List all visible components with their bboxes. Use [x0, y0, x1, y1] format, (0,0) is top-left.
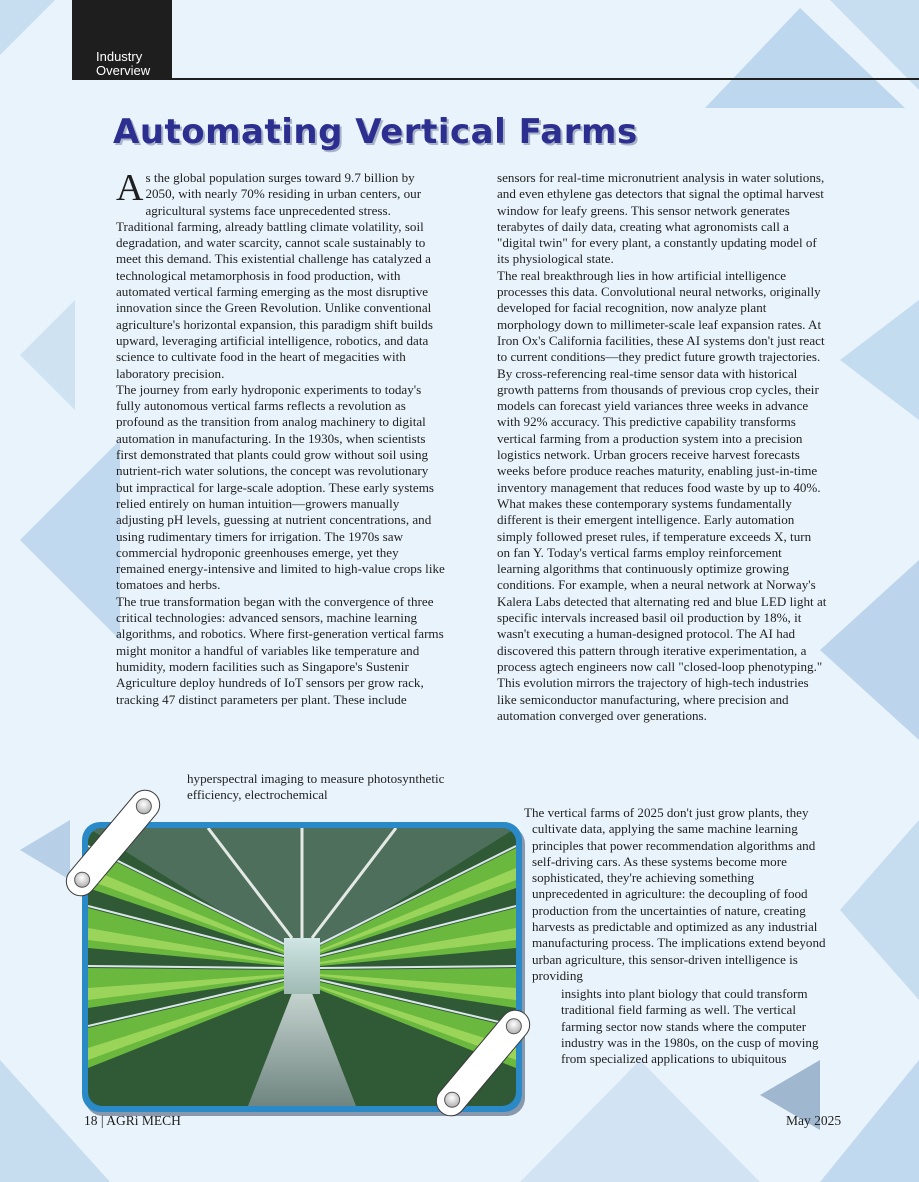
- paragraph-7: This evolution mirrors the trajectory of high-tech industries like semiconductor manufacturing, where precision and automation converged over generations.: [497, 675, 809, 723]
- tape-pin-icon: [441, 1088, 464, 1111]
- right-column-wrap: The vertical farms of 2025 don't just grow plants, they cultivate data, applying the same machine learning principles that power recommendation algorithms and self-driving cars. As these systems become more sophisticated, they're achieving something unprecedented in agriculture: the decoupling of food production from the uncertainties of nature, creating harvests as predictable and optimized as any industrial manufacturing process. The implications extend beyond urban agriculture, this sensor-driven intelligence is providing: [524, 805, 826, 983]
- right-column: [497, 170, 827, 724]
- section-label-line1: Industry: [96, 49, 143, 64]
- drop-cap: A: [116, 167, 144, 209]
- page-footer-date: May 2025: [786, 1113, 842, 1128]
- paragraph-5: The real breakthrough lies in how artificial intelligence processes this data. Convolutional neural networks, originally developed for facial recognition, now analyze plant morphology down to millimeter-scale leaf expansion rates. At Iron Ox's California facilities, these AI systems don't just react to current conditions—they predict future growth trajectories. By cross-referencing real-time sensor data with historical growth patterns from thousands of previous crop cycles, their models can forecast yield variances three weeks in advance with 92% accuracy. This predictive capability transforms vertical farming from a production system into a precision logistics network. Urban grocers receive harvest forecasts weeks before produce reaches maturity, enabling just-in-time inventory management that reduces food waste by up to 40%.: [497, 267, 825, 495]
- vertical-farm-photo: [88, 828, 516, 1106]
- paragraph-4: sensors for real-time micronutrient analysis in water solutions, and even ethylene gas detectors that signal the optimal harvest window for leafy greens. This sensor network generates terabytes of daily data, creating what agronomists call a "digital twin" for every plant, a constantly updating model of its physiological state.: [497, 170, 825, 267]
- section-label-line2: Overview: [96, 63, 151, 78]
- tape-pin-icon: [71, 868, 94, 891]
- tape-pin-icon: [133, 795, 156, 818]
- paragraph-2: The journey from early hydroponic experiments to today's fully autonomous vertical farms reflects a revolution as profound as the transition from analog machinery to digital automation in manufacturing. In the 1930s, when scientists first demonstrated that plants could grow without soil using nutrient-rich water solutions, the concept was revolutionary but impractical for large-scale adoption. These early systems relied entirely on human intuition—growers manually adjusting pH levels, guessing at nutrient concentrations, and using rudimentary timers for irrigation. The 1970s saw commercial hydroponic greenhouses emerge, yet they remained energy-intensive and limited to high-value crops like tomatoes and herbs.: [116, 381, 445, 593]
- left-column-continuation: hyperspectral imaging to measure photosynthetic efficiency, electrochemical: [187, 771, 445, 803]
- header-divider: [72, 78, 919, 80]
- paragraph-6: What makes these contemporary systems fundamentally different is their emergent intelligence. Early automation simply followed preset rules, if temperature exceeds X, turn on fan Y. Today's vertical farms employ reinforcement learning algorithms that continuously optimize growing conditions. For example, when a neural network at Norway's Kalera Labs detected that alternating red and blue LED light at specific intervals increased basil oil production by 18%, it wasn't executing a human-designed protocol. The AI had discovered this pattern through iterative experimentation, a process agtech engineers now call "closed-loop phenotyping.": [497, 495, 827, 674]
- paragraph-3: The true transformation began with the convergence of three critical technologies: advanced sensors, machine learning algorithms, and robotics. Where first-generation vertical farms might monitor a handful of variables like temperature and humidity, modern facilities such as Singapore's Sustenir Agriculture deploy hundreds of IoT sensors per grow rack, tracking 47 distinct parameters per plant. These include: [116, 593, 444, 707]
- right-column-wrap-2: insights into plant biology that could transform traditional field farming as well. The vertical farming sector now stands where the computer industry was in the 1980s, on the cusp of moving from specialized applications to ubiquitous: [561, 986, 819, 1067]
- paragraph-1: [116, 167, 446, 382]
- paragraph-1-text: s the global population surges toward 9.7 billion by 2050, with nearly 70% residing in urban centers, our agricultural systems face unprecedented stress. Traditional farming, already battling climate volatility, soil degradation, and water scarcity, cannot scale sustainably to meet this demand. This existential challenge has catalyzed a technological metamorphosis in food production, with automated vertical farming emerging as the most disruptive innovation since the Green Revolution. Unlike conventional agriculture's horizontal expansion, this paradigm shift builds upward, leveraging artificial intelligence, robotics, and data science to cultivate food in the heart of megacities with laboratory precision.: [116, 170, 433, 381]
- article-title: Automating Vertical Farms: [113, 112, 638, 152]
- left-column: [116, 167, 446, 708]
- page-footer-left: 18 | AGRi MECH: [84, 1113, 181, 1128]
- section-label: [96, 50, 150, 78]
- tape-pin-icon: [503, 1015, 526, 1038]
